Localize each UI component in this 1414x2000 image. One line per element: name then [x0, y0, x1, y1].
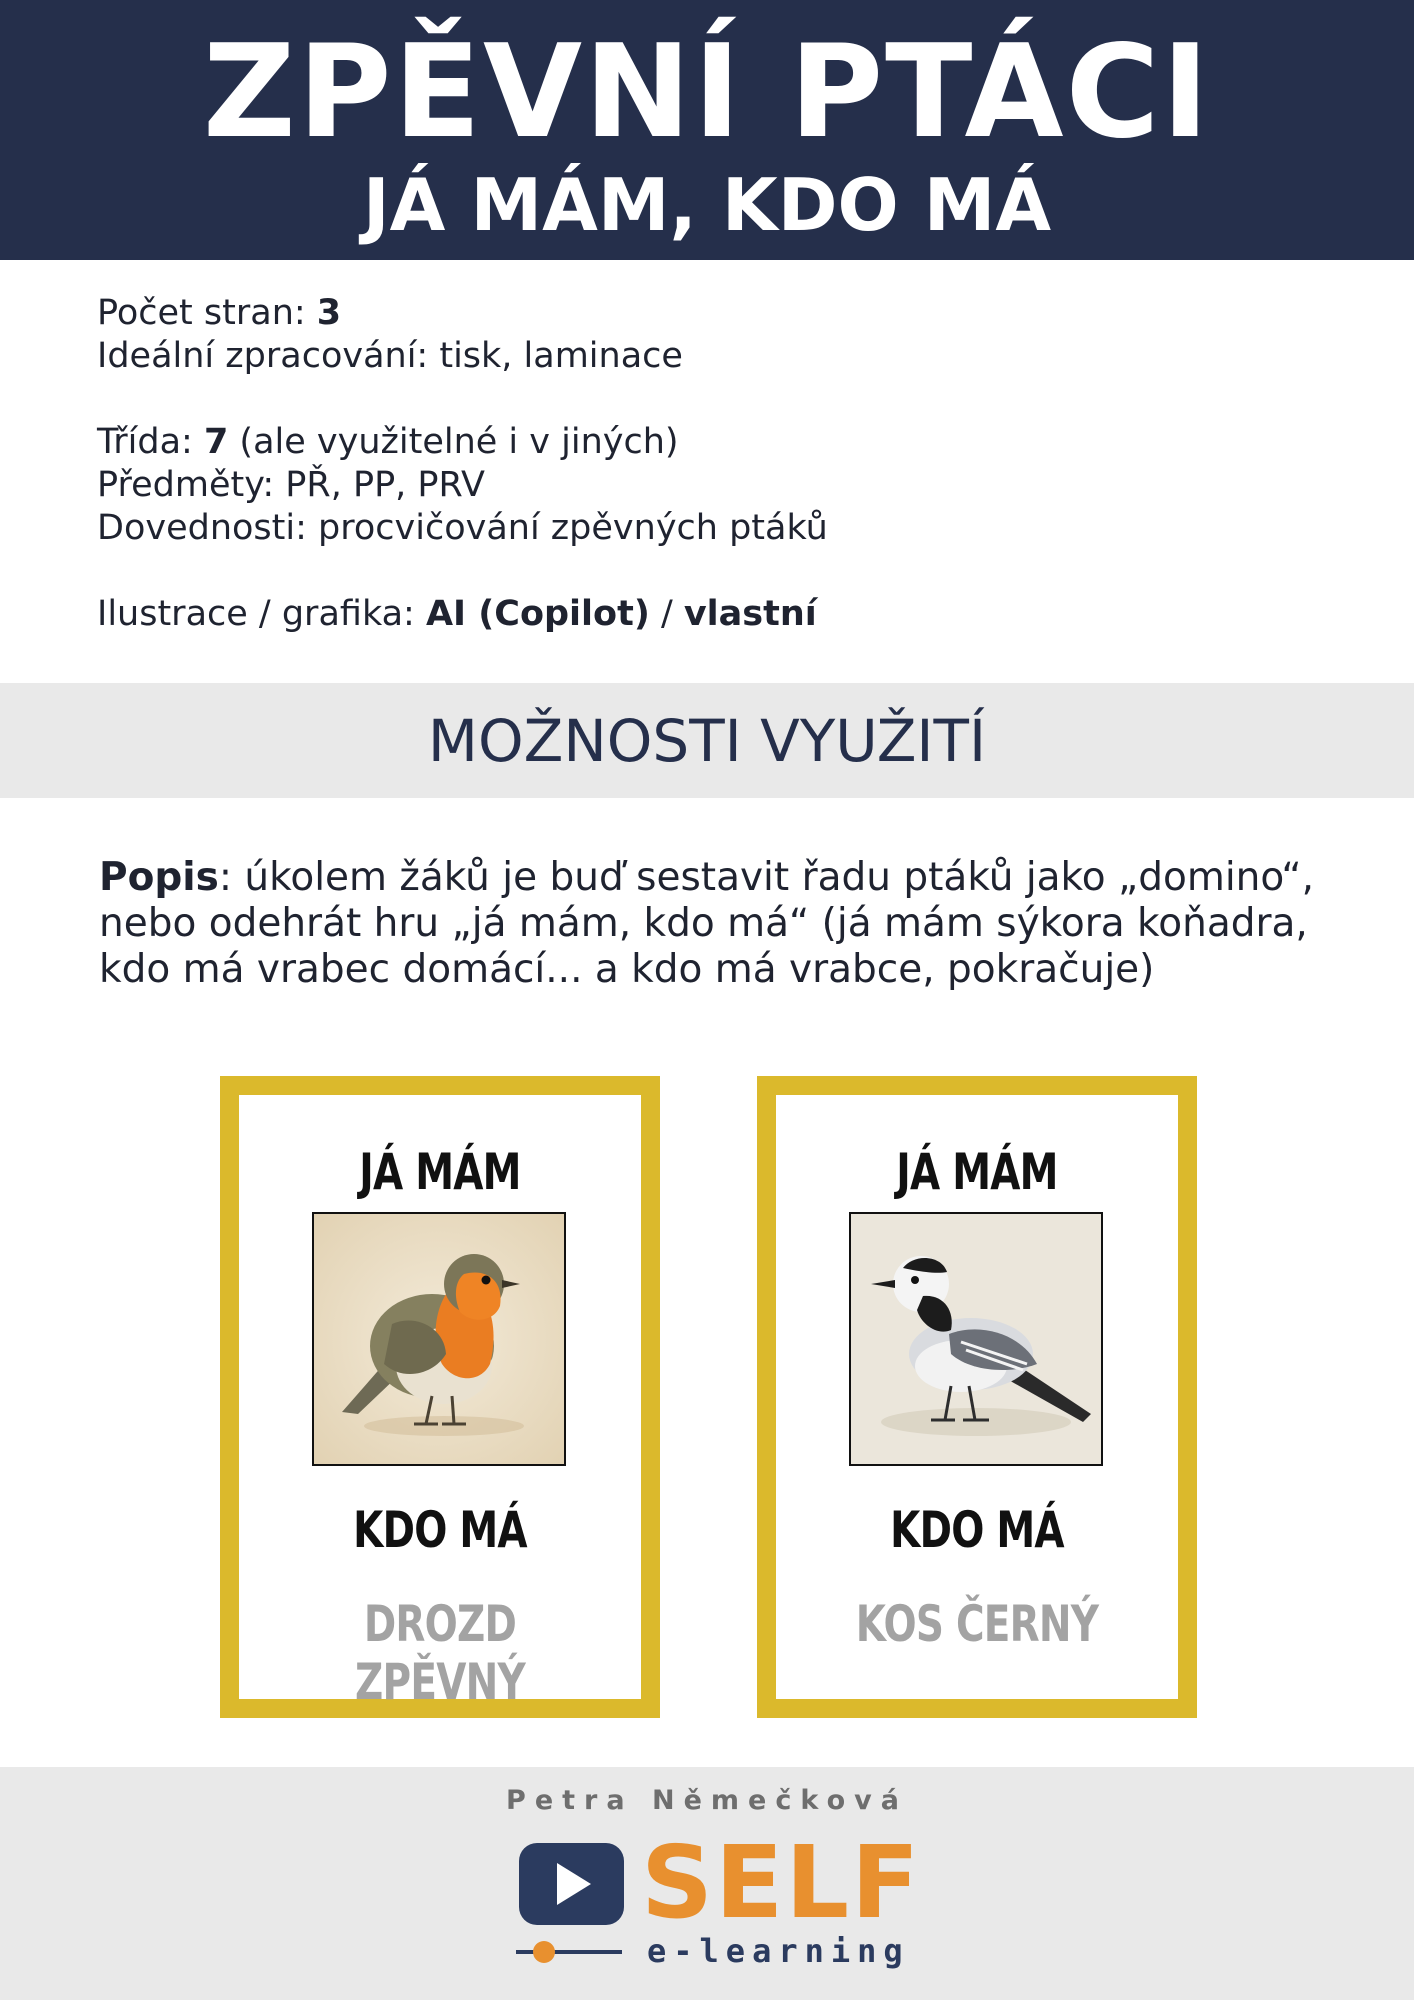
illustration-line — [97, 593, 828, 636]
robin-illustration — [312, 1212, 566, 1466]
illustration-label: Ilustrace / grafika: — [97, 594, 426, 634]
illustration-separator: / — [649, 594, 684, 634]
wagtail-illustration — [849, 1212, 1103, 1466]
processing-line: Ideální zpracování: tisk, laminace — [97, 336, 683, 376]
description-text: : úkolem žáků je buď sestavit řadu ptáků jako „domino“, nebo odehrát hru „já mám, kdo má“ (já mám sýkora koňadra, kdo má vrabec domácí... a kdo má vrabce, pokračuje) — [99, 855, 1314, 992]
page-subtitle: JÁ MÁM, KDO MÁ — [362, 163, 1052, 247]
footer — [0, 1767, 1414, 2000]
page-title: ZPĚVNÍ PTÁCI — [202, 18, 1212, 167]
section-title: MOŽNOSTI VYUŽITÍ — [427, 707, 987, 775]
author-name: Petra Němečková — [506, 1785, 908, 1816]
card-middle-label: KDO MÁ — [890, 1501, 1064, 1559]
class-note: (ale využitelné i v jiných) — [228, 422, 679, 462]
game-card — [757, 1076, 1197, 1718]
card-top-label: JÁ MÁM — [896, 1143, 1058, 1201]
description — [99, 855, 1349, 993]
section-band — [0, 683, 1414, 798]
brand-subtitle: e-learning — [647, 1932, 910, 1970]
page-header — [0, 0, 1414, 260]
brand-logo-text: SELF — [641, 1824, 922, 1941]
card-bird-name: DROZD ZPĚVNÝ — [355, 1595, 525, 1711]
info-block — [97, 292, 828, 636]
class-value: 7 — [203, 422, 229, 462]
subjects-line: Předměty: PŘ, PP, PRV — [97, 465, 485, 505]
class-label: Třída: — [97, 422, 204, 462]
pages-label: Počet stran: — [97, 293, 317, 333]
illustration-own: vlastní — [683, 594, 817, 634]
game-card — [220, 1076, 660, 1718]
play-icon — [519, 1843, 624, 1925]
pages-value: 3 — [316, 293, 342, 333]
card-middle-label: KDO MÁ — [353, 1501, 527, 1559]
skills-line: Dovednosti: procvičování zpěvných ptáků — [97, 508, 828, 548]
class-line — [97, 421, 828, 464]
logo-line — [516, 1950, 622, 1954]
card-top-label: JÁ MÁM — [359, 1143, 521, 1201]
pages-line — [97, 292, 828, 335]
logo-dot — [533, 1941, 555, 1963]
description-label: Popis — [99, 855, 219, 900]
card-bird-name: KOS ČERNÝ — [855, 1595, 1099, 1653]
illustration-ai: AI (Copilot) — [425, 594, 650, 634]
